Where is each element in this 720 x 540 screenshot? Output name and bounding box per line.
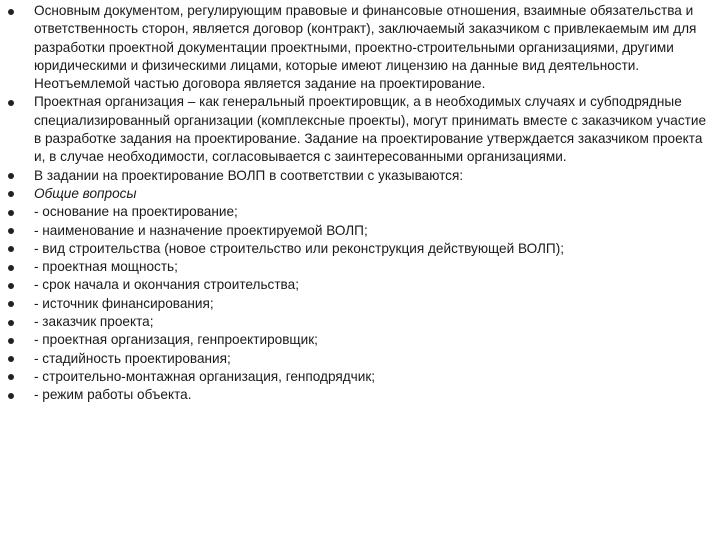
bullet-item — [0, 368, 720, 386]
bullet-item — [0, 222, 720, 240]
bullet-text: - режим работы объекта. — [34, 387, 192, 403]
bullet-text: - стадийность проектирования; — [34, 350, 231, 366]
bullet-text: - источник финансирования; — [34, 295, 214, 311]
bullet-dot-icon — [8, 246, 14, 252]
bullet-dot-icon — [8, 210, 14, 216]
bullet-text: Основным документом, регулирующим правовые и финансовые отношения, взаимные обязательства и ответственность сторон, является договор (контракт), заключаемый заказчиком с привлекаемым им для разработки проектной документации проектными, проектно-строительными организациями, другими юридическими и физическими лицами, которые имеют лицензию на данные вид деятельности. Неотъемлемой частью договора является задание на проектирование. — [34, 3, 697, 92]
bullet-item — [0, 295, 720, 313]
bullet-dot-icon — [8, 320, 14, 326]
bullet-item — [0, 313, 720, 331]
bullet-dot-icon — [8, 301, 14, 307]
bullet-item — [0, 185, 720, 203]
bullet-item — [0, 276, 720, 294]
bullet-text: - проектная организация, генпроектировщик; — [34, 332, 318, 348]
bullet-item — [0, 2, 720, 93]
bullet-dot-icon — [8, 338, 14, 344]
bullet-dot-icon — [8, 374, 14, 380]
bullet-text: - основание на проектирование; — [34, 204, 238, 220]
bullet-item — [0, 331, 720, 349]
bullet-item — [0, 93, 720, 166]
section-heading: Общие вопросы — [34, 185, 137, 201]
bullet-text: - срок начала и окончания строительства; — [34, 277, 299, 293]
bullet-dot-icon — [8, 228, 14, 234]
bullet-dot-icon — [8, 173, 14, 179]
bullet-text: В задании на проектирование ВОЛП в соответствии с указываются: — [34, 167, 464, 183]
bullet-dot-icon — [8, 283, 14, 289]
bullet-text: - заказчик проекта; — [34, 314, 154, 330]
bullet-item — [0, 240, 720, 258]
bullet-dot-icon — [8, 191, 14, 197]
bullet-item — [0, 258, 720, 276]
bullet-item — [0, 203, 720, 221]
bullet-dot-icon — [8, 393, 14, 399]
bullet-text: Проектная организация – как генеральный проектировщик, а в необходимых случаях и субподрядные специализированный организации (комплексные проекты), могут принимать вместе с заказчиком участие в разработке задания на проектирование. Задание на проектирование утверждается заказчиком проекта и, в случае необходимости, согласовывается с заинтересованными организациями. — [34, 94, 707, 165]
bullet-dot-icon — [8, 356, 14, 362]
bullet-text: - строительно-монтажная организация, генподрядчик; — [34, 368, 376, 384]
bullet-text: - проектная мощность; — [34, 259, 178, 275]
bullet-dot-icon — [8, 9, 14, 15]
bullet-item — [0, 386, 720, 404]
bullet-item — [0, 350, 720, 368]
bullet-text: - наименование и назначение проектируемой ВОЛП; — [34, 222, 368, 238]
bullet-dot-icon — [8, 100, 14, 106]
bullet-item — [0, 167, 720, 185]
bullet-dot-icon — [8, 265, 14, 271]
bullet-text: - вид строительства (новое строительство или реконструкция действующей ВОЛП); — [34, 240, 565, 256]
